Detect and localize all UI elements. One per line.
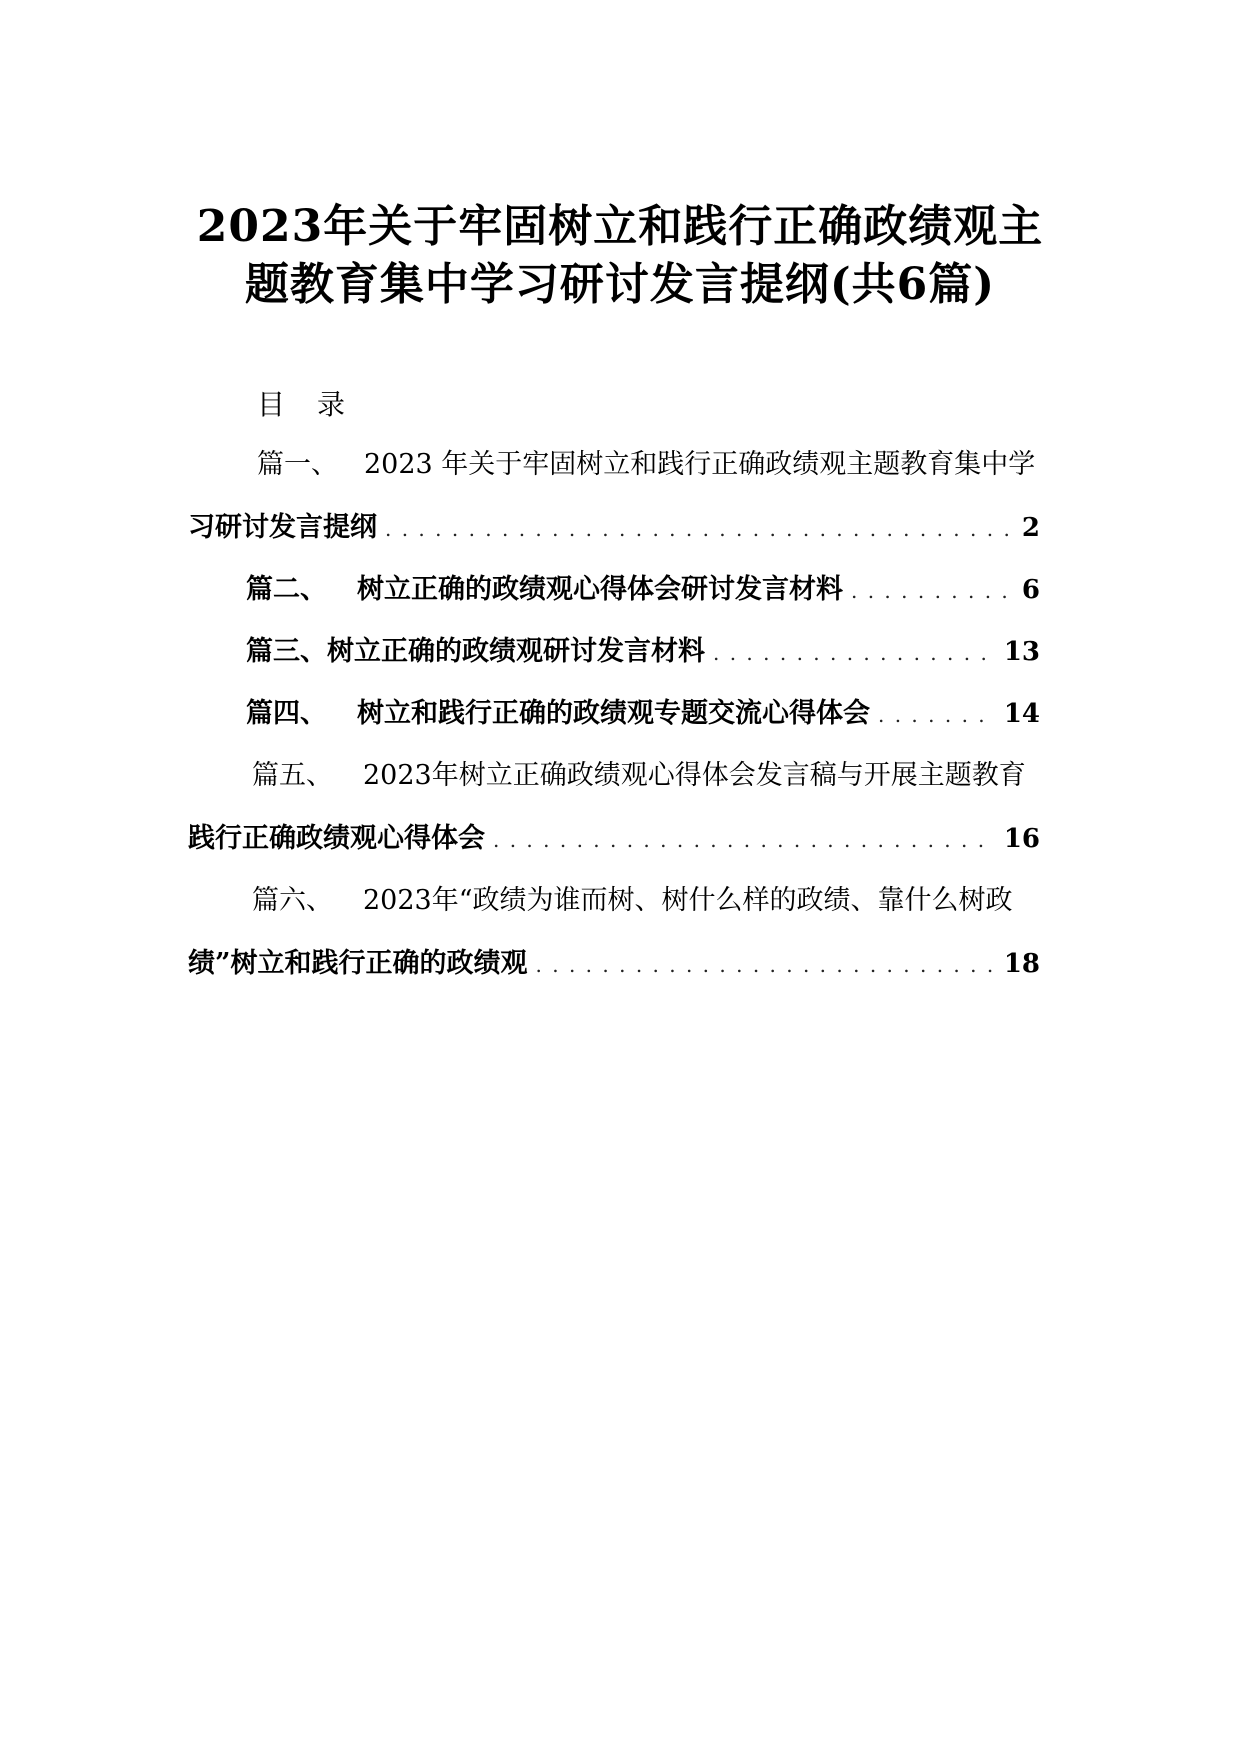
toc-entry-1-page-number: 2: [1021, 513, 1040, 543]
toc-entry-2-title: 树立正确的政绩观心得体会研讨发言材料: [357, 574, 843, 605]
toc-entry-5-page-number: 16: [1003, 824, 1040, 854]
toc-entry-5-title-line-1: 2023年树立正确政绩观心得体会发言稿与开展主题教育: [363, 760, 1026, 791]
toc-entry-4-page-number: 14: [1003, 699, 1040, 729]
toc-entry-2[interactable]: [246, 570, 1040, 610]
toc-entry-6-title-line-1: 2023年“政绩为谁而树、树什么样的政绩、靠什么树政: [363, 885, 1013, 916]
document-title-line-2: 题教育集中学习研讨发言提纲(共6篇): [244, 259, 996, 310]
toc-entry-6-page-number: 18: [1003, 949, 1040, 979]
toc-entry-6-line-1[interactable]: [252, 881, 1045, 921]
toc-entry-1-line-1[interactable]: [257, 445, 1045, 485]
toc-entry-3[interactable]: [246, 632, 1040, 672]
toc-entry-1-leader: [385, 509, 1014, 549]
toc-entry-2-prefix: 篇二、: [246, 574, 327, 605]
toc-entry-4-title: 树立和践行正确的政绩观专题交流心得体会: [357, 698, 870, 729]
toc-entry-1-title-line-2: 习研讨发言提纲: [188, 512, 377, 543]
toc-heading: 目录: [257, 388, 378, 421]
toc-entry-3-leader: [713, 633, 996, 673]
toc-entry-2-page-number: 6: [1021, 575, 1040, 605]
toc-entry-5-line-2[interactable]: [188, 819, 1040, 859]
toc-entry-6-prefix: 篇六、: [252, 885, 333, 916]
toc-entry-1-title-line-1: 2023 年关于牢固树立和践行正确政绩观主题教育集中学: [364, 449, 1036, 480]
toc-entry-6-line-2[interactable]: [188, 944, 1040, 984]
toc-entry-6-leader: [536, 945, 996, 985]
toc-entry-2-leader: [851, 571, 1014, 611]
toc-entry-5-prefix: 篇五、: [252, 760, 333, 791]
toc-entry-1-prefix: 篇一、: [257, 449, 338, 480]
toc-entry-6-title-line-2: 绩”树立和践行正确的政绩观: [188, 948, 528, 979]
toc-entry-3-page-number: 13: [1003, 637, 1040, 667]
document-title-line-1: 2023年关于牢固树立和践行正确政绩观主: [196, 201, 1044, 252]
toc-entry-5-title-line-2: 践行正确政绩观心得体会: [188, 823, 485, 854]
toc-entry-4-leader: [878, 695, 996, 735]
toc-entry-4[interactable]: [246, 694, 1040, 734]
toc-entry-3-prefix: 篇三、: [246, 636, 327, 667]
toc-entry-5-leader: [493, 820, 996, 860]
toc-entry-4-prefix: 篇四、: [246, 698, 327, 729]
toc-entry-3-title: 树立正确的政绩观研讨发言材料: [327, 636, 705, 667]
toc-entry-5-line-1[interactable]: [252, 756, 1045, 796]
toc-entry-1-line-2[interactable]: [188, 508, 1040, 548]
